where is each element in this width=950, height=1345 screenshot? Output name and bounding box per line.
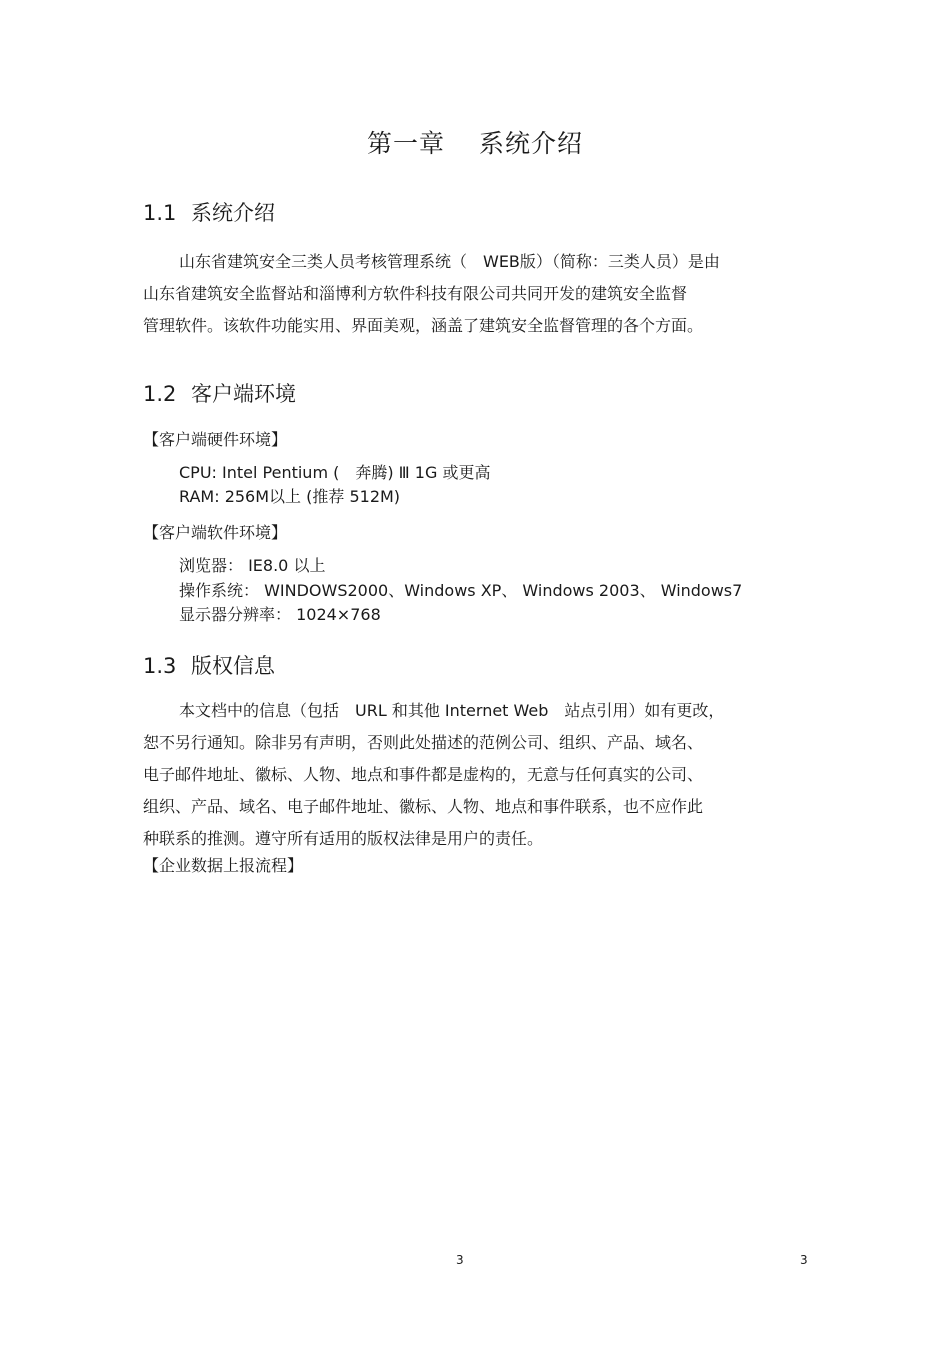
hardware-item-cpu: CPU: Intel Pentium ( 奔腾) Ⅲ 1G 或更高 xyxy=(179,463,491,482)
intro-paragraph xyxy=(143,246,803,342)
software-item-resolution: 显示器分辨率： 1024×768 xyxy=(179,605,381,624)
paragraph-line: 种联系的推测。遵守所有适用的版权法律是用户的责任。 xyxy=(143,829,544,848)
section-heading-1-2 xyxy=(143,378,296,408)
hardware-heading: 【客户端硬件环境】 xyxy=(143,430,288,449)
section-title: 客户端环境 xyxy=(191,382,296,406)
paragraph-line: 电子邮件地址、徽标、人物、地点和事件都是虚构的，无意与任何真实的公司、 xyxy=(143,765,704,784)
section-title: 版权信息 xyxy=(191,654,275,678)
copyright-paragraph xyxy=(143,695,803,855)
paragraph-line: 组织、产品、域名、电子邮件地址、徽标、人物、地点和事件联系，也不应作此 xyxy=(143,797,704,816)
section-number: 1.3 xyxy=(143,654,177,678)
section-number: 1.2 xyxy=(143,382,177,406)
paragraph-line: 山东省建筑安全三类人员考核管理系统（ WEB版）（简称：三类人员）是由 xyxy=(179,252,720,271)
flow-heading: 【企业数据上报流程】 xyxy=(143,856,304,875)
software-item-os: 操作系统： WINDOWS2000、Windows XP、 Windows 2003、 Windows7 xyxy=(179,581,743,600)
hardware-item-ram: RAM: 256M以上 (推荐 512M) xyxy=(179,487,401,506)
chapter-number: 第一章 xyxy=(366,129,445,158)
paragraph-line: 恕不另行通知。除非另有声明，否则此处描述的范例公司、组织、产品、域名、 xyxy=(143,733,704,752)
section-number: 1.1 xyxy=(143,201,177,225)
paragraph-line: 本文档中的信息（包括 URL 和其他 Internet Web 站点引用）如有更改， xyxy=(179,701,725,720)
chapter-name: 系统介绍 xyxy=(479,129,584,158)
chapter-title xyxy=(0,124,950,160)
section-title: 系统介绍 xyxy=(191,201,275,225)
paragraph-line: 山东省建筑安全监督站和淄博利方软件科技有限公司共同开发的建筑安全监督 xyxy=(143,284,688,303)
page-number-right: 3 xyxy=(800,1253,808,1267)
section-heading-1-3 xyxy=(143,650,275,680)
software-item-browser: 浏览器： IE8.0 以上 xyxy=(179,556,326,575)
paragraph-line: 管理软件。该软件功能实用、界面美观，涵盖了建筑安全监督管理的各个方面。 xyxy=(143,316,704,335)
section-heading-1-1 xyxy=(143,197,275,227)
page-number-center: 3 xyxy=(456,1253,464,1267)
software-heading: 【客户端软件环境】 xyxy=(143,523,288,542)
